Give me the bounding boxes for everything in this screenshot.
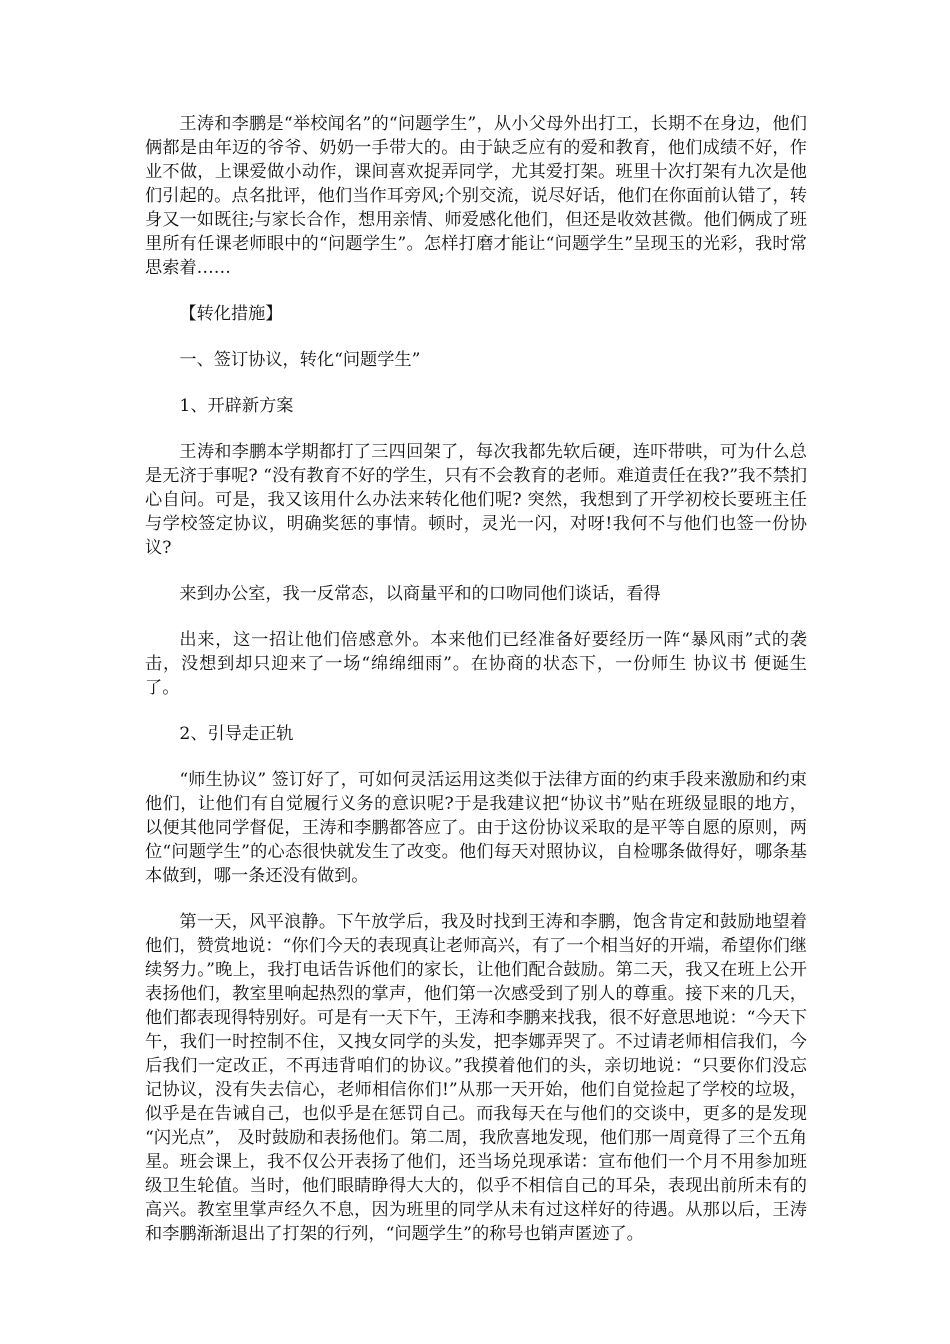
paragraph-office-talk: 来到办公室，我一反常态，以商量平和的口吻同他们谈话，看得 [179, 584, 661, 604]
paragraph-agreement-use: “师生协议” 签订好了，可如何灵活运用这类似于法律方面的约束手段来激励和约束他们，让他们有自觉履行义务的意识呢?于是我建议把“协议书”贴在班级显眼的地方，以便其他同学督促，王涛和李鹏都答应了。由于这份协议采取的是平等自愿的原则，两位“问题学生”的心态很快就发生了改变。他们每天对照协议，自检哪条做得好，哪条基本做到，哪一条还没有做到。 [145, 770, 807, 886]
subheading-sign-agreement: 一、签订协议，转化“问题学生” [179, 350, 421, 370]
paragraph-agreement-born: 出来，这一招让他们倍感意外。本来他们已经准备好要经历一阵“暴风雨”式的袭击，没想到却只迎来了一场“绵绵细雨”。在协商的状态下，一份师生 协议书 便诞生了。 [145, 630, 807, 698]
paragraph-new-plan: 王涛和李鹏本学期都打了三四回架了，每次我都先软后硬，连吓带哄，可为什么总是无济于事呢? “没有教育不好的学生，只有不会教育的老师。难道责任在我?”我不禁扪心自问。可是，我又该用什么办法来转化他们呢? 突然，我想到了开学初校长要班主任与学校签定协议，明确奖惩的事情。顿时，灵光一闪，对呀!我何不与他们也签一份协议? [145, 442, 807, 558]
section-heading-measures: 【转化措施】 [179, 304, 283, 324]
subheading-guide-track: 2、引导走正轨 [179, 724, 294, 744]
paragraph-background: 王涛和李鹏是“举校闻名”的“问题学生”，从小父母外出打工，长期不在身边，他们俩都是由年迈的爷爷、奶奶一手带大的。由于缺乏应有的爱和教育，他们成绩不好，作业不做，上课爱做小动作，课间喜欢捉弄同学，尤其爱打架。班里十次打架有九次是他们引起的。点名批评，他们当作耳旁风;个别交流，说尽好话，他们在你面前认错了，转身又一如既往;与家长合作，想用亲情、师爱感化他们，但还是收效甚微。他们俩成了班里所有任课老师眼中的“问题学生”。怎样打磨才能让“问题学生”呈现玉的光彩，我时常思索着…… [145, 114, 807, 278]
subheading-new-plan: 1、开辟新方案 [179, 396, 294, 416]
paragraph-first-day: 第一天，风平浪静。下午放学后，我及时找到王涛和李鹏，饱含肯定和鼓励地望着他们，赞赏地说：“你们今天的表现真让老师高兴，有了一个相当好的开端，希望你们继续努力。”晚上，我打电话告诉他们的家长，让他们配合鼓励。第二天，我又在班上公开表扬他们，教室里响起热烈的掌声，他们第一次感受到了别人的尊重。接下来的几天，他们都表现得特别好。可是有一天下午，王涛和李鹏来找我，很不好意思地说：“今天下午，我们一时控制不住，又拽女同学的头发，把李娜弄哭了。不过请老师相信我们，今后我们一定改正，不再违背咱们的协议。”我摸着他们的头，亲切地说：“只要你们没忘记协议，没有失去信心，老师相信你们!”从那一天开始，他们自觉捡起了学校的垃圾，似乎是在告诫自己，也似乎是在惩罚自己。而我每天在与他们的交谈中，更多的是发现 “闪光点”， 及时鼓励和表扬他们。第二周，我欣喜地发现，他们那一周竟得了三个五角星。班会课上，我不仅公开表扬了他们，还当场兑现承诺：宣布他们一个月不用参加班级卫生轮值。当时，他们眼睛睁得大大的，似乎不相信自己的耳朵，表现出前所未有的高兴。教室里掌声经久不息，因为班里的同学从未有过这样好的待遇。从那以后，王涛和李鹏渐渐退出了打架的行列，“问题学生”的称号也销声匿迹了。 [145, 912, 807, 1244]
document-page [145, 112, 807, 1268]
